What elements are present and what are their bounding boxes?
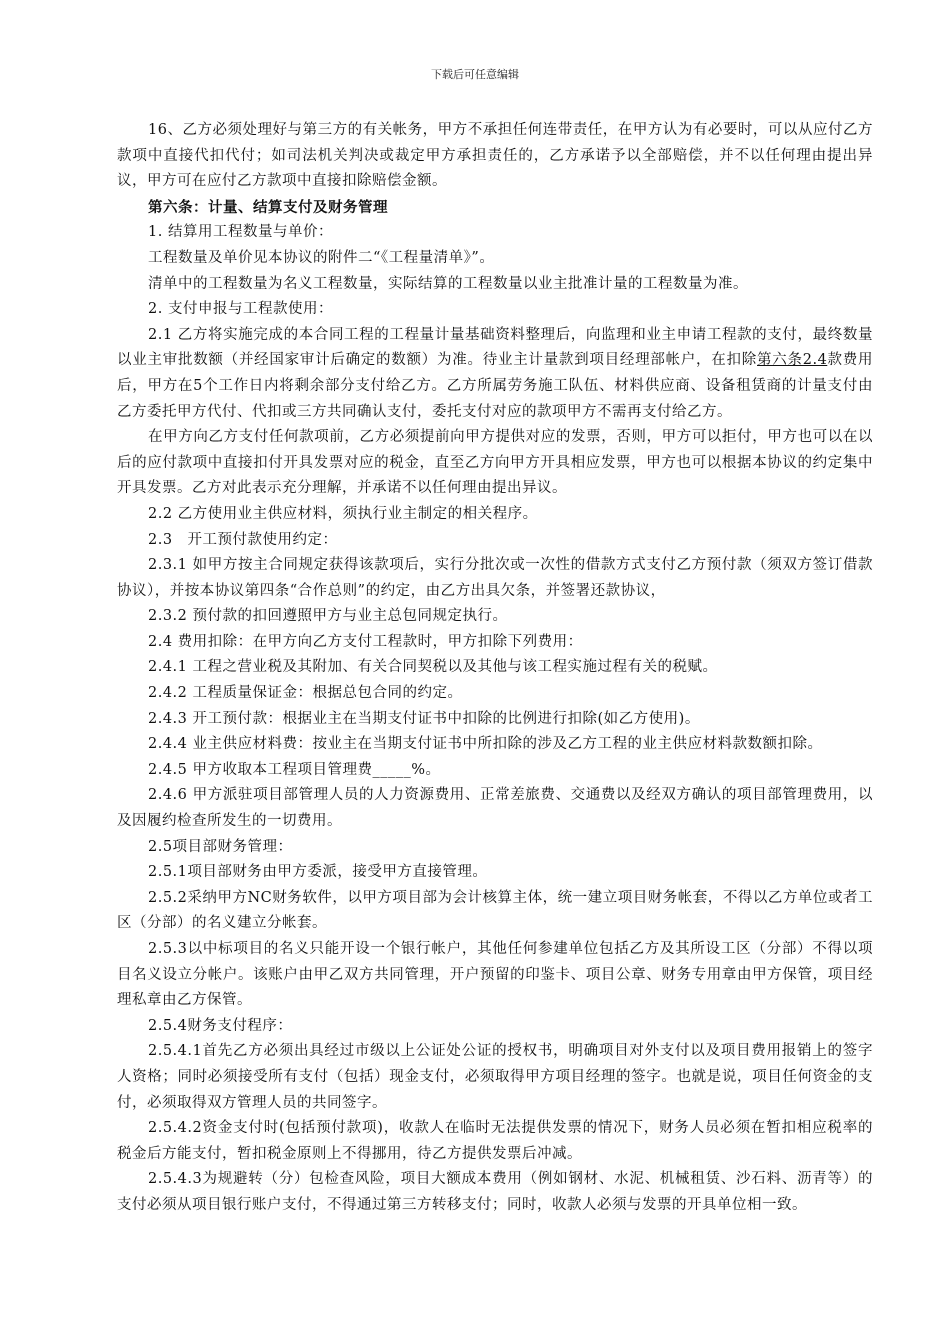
paragraph-2-5-4-1: 2.5.4.1首先乙方必须出具经过市级以上公证处公证的授权书，明确项目对外支付以及项目费用报销上的签字人资格；同时必须接受所有支付（包括）现金支付，必须取得甲方项目经理的签字。也就是说，项目任何资金的支付，必须取得双方管理人员的共同签字。 [117,1043,873,1111]
paragraph-2-3-2: 2.3.2 预付款的扣回遵照甲方与业主总包同规定执行。 [148,608,508,625]
paragraph-2-1-text-b: 款费用后，甲方在5个工作日内将剩余部分支付给乙方。乙方所属劳务施工队伍、材料供应商、设备租赁商的计量支付由乙方委托甲方代付、代扣或三方共同确认支付，委托支付对应的款项甲方不需再支付给乙方。 [117,352,874,420]
paragraph-2-3: 2.3 开工预付款使用约定： [148,531,338,548]
section-heading-article-6: 第六条：计量、结算支付及财务管理 [148,198,388,216]
paragraph-2-4-5 [117,758,873,784]
paragraph-2-4-4: 2.4.4 业主供应材料费：按业主在当期支付证书中所扣除的涉及乙方工程的业主供应材料款数额扣除。 [148,736,823,753]
paragraph-2-4-5-text-a: 2.4.5 甲方收取本工程项目管理费 [148,761,373,778]
paragraph-16: 16、乙方必须处理好与第三方的有关帐务，甲方不承担任何连带责任，在甲方认为有必要时，可以从应付乙方款项中直接代扣代付；如司法机关判决或裁定甲方承担责任的，乙方承诺予以全部赔偿，并不以任何理由提出异议，甲方可在应付乙方款项中直接扣除赔偿金额。 [117,122,873,190]
paragraph-2-5-2: 2.5.2采纳甲方NC财务软件，以甲方项目部为会计核算主体，统一建立项目财务帐套，不得以乙方单位或者工区（分部）的名义建立分帐套。 [117,889,873,932]
paragraph-2-5-3: 2.5.3以中标项目的名义只能开设一个银行帐户，其他任何参建单位包括乙方及其所设工区（分部）不得以项目名义设立分帐户。该账户由甲乙双方共同管理，开户预留的印鉴卡、项目公章、财务专用章由甲方保管，项目经理私章由乙方保管。 [117,941,873,1009]
paragraph-2-1 [117,323,873,425]
paragraph-2-4-2: 2.4.2 工程质量保证金：根据总包合同的约定。 [148,685,463,702]
paragraph-quantity-price: 工程数量及单价见本协议的附件二“《工程量清单》”。 [148,249,495,266]
subsection-2-title: 2. 支付申报与工程款使用： [148,301,333,318]
paragraph-2-4-3: 2.4.3 开工预付款：根据业主在当期支付证书中扣除的比例进行扣除(如乙方使用)。 [148,710,700,727]
paragraph-2-3-1: 2.3.1 如甲方按主合同规定获得该款项后，实行分批次或一次性的借款方式支付乙方预付款（须双方签订借款协议），并按本协议第四条“合作总则”的约定，由乙方出具欠条，并签署还款协议， [117,557,873,599]
subsection-1-title: 1. 结算用工程数量与单价： [148,224,333,241]
paragraph-2-5-4-3: 2.5.4.3为规避转（分）包检查风险，项目大额成本费用（例如钢材、水泥、机械租赁、沙石料、沥青等）的支付必须从项目银行账户支付，不得通过第三方转移支付；同时，收款人必须与发票的开具单位相一致。 [117,1171,873,1213]
clause-reference-link: 第六条2.4 [757,352,828,369]
paragraph-2-5-4: 2.5.4财务支付程序： [148,1017,293,1034]
paragraph-2-1-text-a: 2.1 乙方将实施完成的本合同工程的工程量计量基础资料整理后，向监理和业主申请工程款的支付，最终数量以业主审批数额（并经国家审计后确定的数额）为准。待业主计量款到项目经理部帐户，在扣除 [117,326,873,369]
paragraph-2-4-1: 2.4.1 工程之营业税及其附加、有关合同契税以及其他与该工程实施过程有关的税赋。 [148,659,718,676]
paragraph-2-5: 2.5项目部财务管理： [148,838,293,855]
paragraph-nominal-quantity: 清单中的工程数量为名义工程数量，实际结算的工程数量以业主批准计量的工程数量为准。 [148,275,748,292]
paragraph-2-2: 2.2 乙方使用业主供应材料，须执行业主制定的相关程序。 [148,505,538,522]
fee-rate-blank: _____ [372,761,412,778]
document-body [117,118,873,1219]
paragraph-invoice: 在甲方向乙方支付任何款项前，乙方必须提前向甲方提供对应的发票，否则，甲方可以拒付，甲方也可以在以后的应付款项中直接扣付开具发票对应的税金，直至乙方向甲方开具相应发票，甲方也可以根据本协议的约定集中开具发票。乙方对此表示充分理解，并承诺不以任何理由提出异议。 [117,429,873,497]
paragraph-2-4-6: 2.4.6 甲方派驻项目部管理人员的人力资源费用、正常差旅费、交通费以及经双方确认的项目部管理费用，以及因履约检查所发生的一切费用。 [117,787,873,830]
page-header: 下载后可任意编辑 [431,68,519,81]
paragraph-2-4: 2.4 费用扣除：在甲方向乙方支付工程款时，甲方扣除下列费用： [148,633,583,650]
paragraph-2-5-4-2: 2.5.4.2资金支付时(包括预付款项)，收款人在临时无法提供发票的情况下，财务人员必须在暂扣相应税率的税金后方能支付，暂扣税金原则上不得挪用，待乙方提供发票后冲减。 [117,1120,873,1162]
paragraph-2-4-5-text-b: %。 [411,761,441,778]
paragraph-2-5-1: 2.5.1项目部财务由甲方委派，接受甲方直接管理。 [148,864,488,881]
